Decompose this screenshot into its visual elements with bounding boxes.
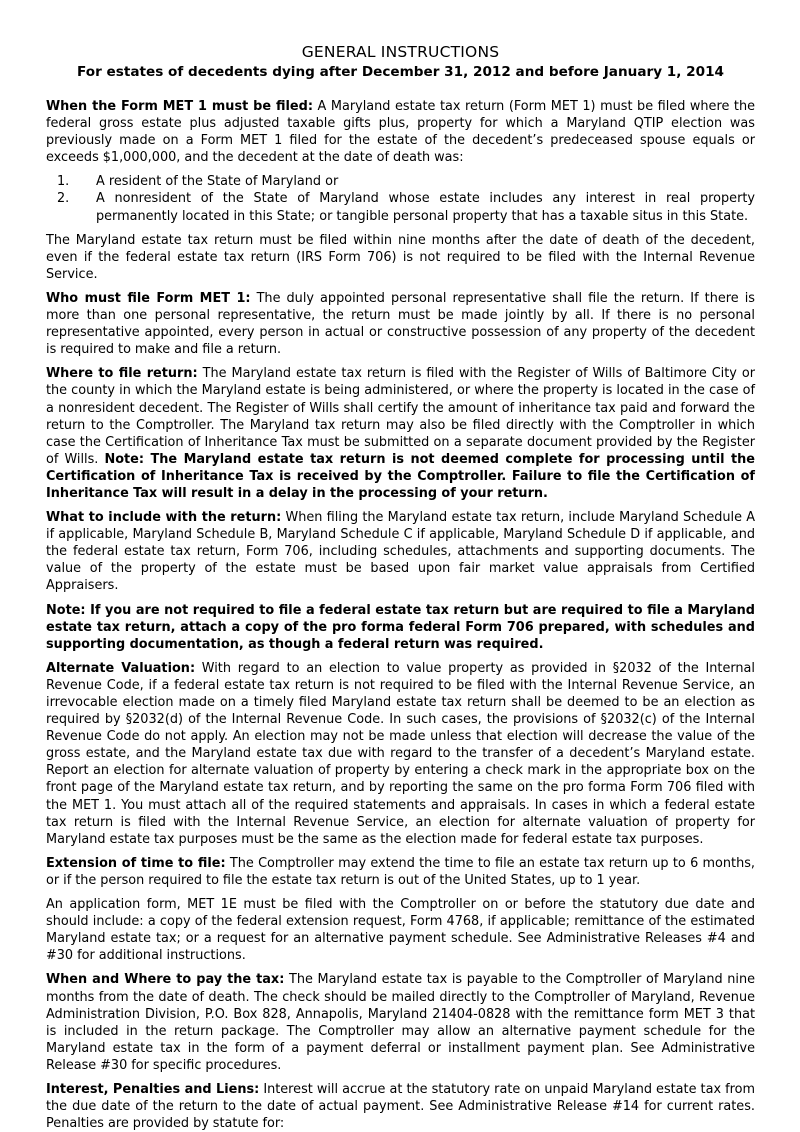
paragraph-when-where-pay [46, 971, 755, 1074]
paragraph-what-to-include [46, 509, 755, 594]
paragraph-when-filed [46, 98, 755, 166]
list-item [57, 173, 755, 190]
note-where-to-file: Note: The Maryland estate tax return is not deemed complete for processing until the Certification of Inheritance Tax is received by the Comptroller. Failure to file the Certification of Inheritance Tax will result in a delay in the processing of your return. [46, 451, 755, 501]
text-when-where-pay: The Maryland estate tax is payable to the Comptroller of Maryland nine months from the date of death. The check should be mailed directly to the Comptroller of Maryland, Revenue Administration Division, P.O. Box 828, Annapolis, Maryland 21404-0828 with the remittance form MET 3 that is included in the return package. The Comptroller may allow an alternative payment schedule for the Maryland estate tax in the form of a payment deferral or installment payment plan. See Administrative Release #30 for specific procedures. [46, 972, 755, 1073]
paragraph-nine-months: The Maryland estate tax return must be filed within nine months after the date of death of the decedent, even if the federal estate tax return (IRS Form 706) is not required to be filed with the Internal Revenue Service. [46, 232, 755, 282]
paragraph-extension-application: An application form, MET 1E must be filed with the Comptroller on or before the statutory due date and should include: a copy of the federal extension request, Form 4768, if applicable; remittance of the estimated Maryland estate tax; or a request for an alternative payment schedule. See Administrative Releases #4 and #30 for additional instructions. [46, 897, 755, 964]
paragraph-interest-penalties [46, 1081, 755, 1132]
heading-who-must-file: Who must file Form MET 1: [46, 290, 251, 306]
text-where-to-file: The Maryland estate tax return is filed with the Register of Wills of Baltimore City or the county in which the Maryland estate is being administered, or where the property is located in the case of a nonresident decedent. The Register of Wills shall certify the amount of inheritance tax paid and forward the return to the Comptroller. The Maryland tax return may also be filed directly with the Comptroller in which case the Certification of Inheritance Tax must be submitted on a separate document provided by the Register of Wills. [46, 366, 755, 467]
paragraph-where-to-file [46, 365, 755, 502]
list-item-text: A resident of the State of Maryland or [96, 174, 339, 190]
paragraph-alternate-valuation [46, 660, 755, 848]
text-alternate-valuation: With regard to an election to value property as provided in §2032 of the Internal Revenue Code, if a federal estate tax return is not required to be filed with the Internal Revenue Service, an irrevocable election made on a timely filed Maryland estate tax return shall be deemed to be an election as required by §2032(d) of the Internal Revenue Code. In such cases, the provisions of §2032(c) of the Internal Revenue Code do not apply. An election may not be made unless that election will decrease the value of the gross estate, and the Maryland estate tax due with regard to the transfer of a decedent’s Maryland estate. Report an election for alternate valuation of property by entering a check mark in the appropriate box on the front page of the Maryland estate tax return, and by reporting the same on the pro forma Form 706 filed with the MET 1. You must attach all of the required statements and appraisals. In cases in which a federal estate tax return is filed with the Internal Revenue Service, an election for alternate valuation of property for Maryland estate tax purposes must be the same as the election made for federal estate tax purposes. [46, 660, 755, 847]
text-extension: The Comptroller may extend the time to file an estate tax return up to 6 months, or if the person required to file the estate tax return is out of the United States, up to 1 year. [46, 855, 755, 888]
residency-list [46, 173, 755, 224]
list-item [57, 190, 755, 224]
heading-interest-penalties: Interest, Penalties and Liens: [46, 1081, 260, 1097]
list-marker: 2. [57, 191, 70, 207]
text-interest-penalties: Interest will accrue at the statutory rate on unpaid Maryland estate tax from the due date of the return to the date of actual payment. See Administrative Release #14 for current rates. Penalties are provided by statute for: [46, 1081, 755, 1132]
heading-alternate-valuation: Alternate Valuation: [46, 660, 196, 676]
list-marker: 1. [57, 174, 70, 190]
text-who-must-file: The duly appointed personal representative shall file the return. If there is more than one personal representative, the return must be made jointly by all. If there is no personal representative appointed, every person in actual or constructive possession of any property of the decedent is required to make and file a return. [46, 290, 755, 358]
page-subtitle: For estates of decedents dying after December 31, 2012 and before January 1, 2014 [77, 64, 724, 80]
heading-what-to-include: What to include with the return: [46, 510, 282, 526]
text-what-to-include: When filing the Maryland estate tax return, include Maryland Schedule A if applicable, Maryland Schedule B, Maryland Schedule C if applicable, Maryland Schedule D if applicable, and the federal estate tax return, Form 706, including schedules, attachments and supporting documents. The value of the property of the estate must be based upon fair market value appraisals from Certified Appraisers. [46, 510, 755, 594]
paragraph-note-pro-forma: Note: If you are not required to file a federal estate tax return but are required to file a Maryland estate tax return, attach a copy of the pro forma federal Form 706 prepared, with schedules and supporting documentation, as though a federal return was required. [46, 602, 755, 652]
heading-where-to-file: Where to file return: [46, 366, 198, 382]
paragraph-extension [46, 855, 755, 889]
text-when-filed: A Maryland estate tax return (Form MET 1) must be filed where the federal gross estate plus adjusted taxable gifts plus, property for which a Maryland QTIP election was previously made on a Form MET 1 filed for the estate of the decedent’s predeceased spouse equals or exceeds $1,000,000, and the decedent at the date of death was: [46, 99, 755, 166]
paragraph-who-must-file [46, 290, 755, 358]
heading-when-where-pay: When and Where to pay the tax: [46, 972, 285, 988]
heading-extension: Extension of time to file: [46, 855, 226, 871]
heading-when-filed: When the Form MET 1 must be filed: [46, 99, 313, 114]
page-title: GENERAL INSTRUCTIONS [301, 43, 500, 61]
list-item-text: A nonresident of the State of Maryland whose estate includes any interest in real property permanently located in this State; or tangible personal property that has a taxable situs in this State. [96, 191, 755, 224]
